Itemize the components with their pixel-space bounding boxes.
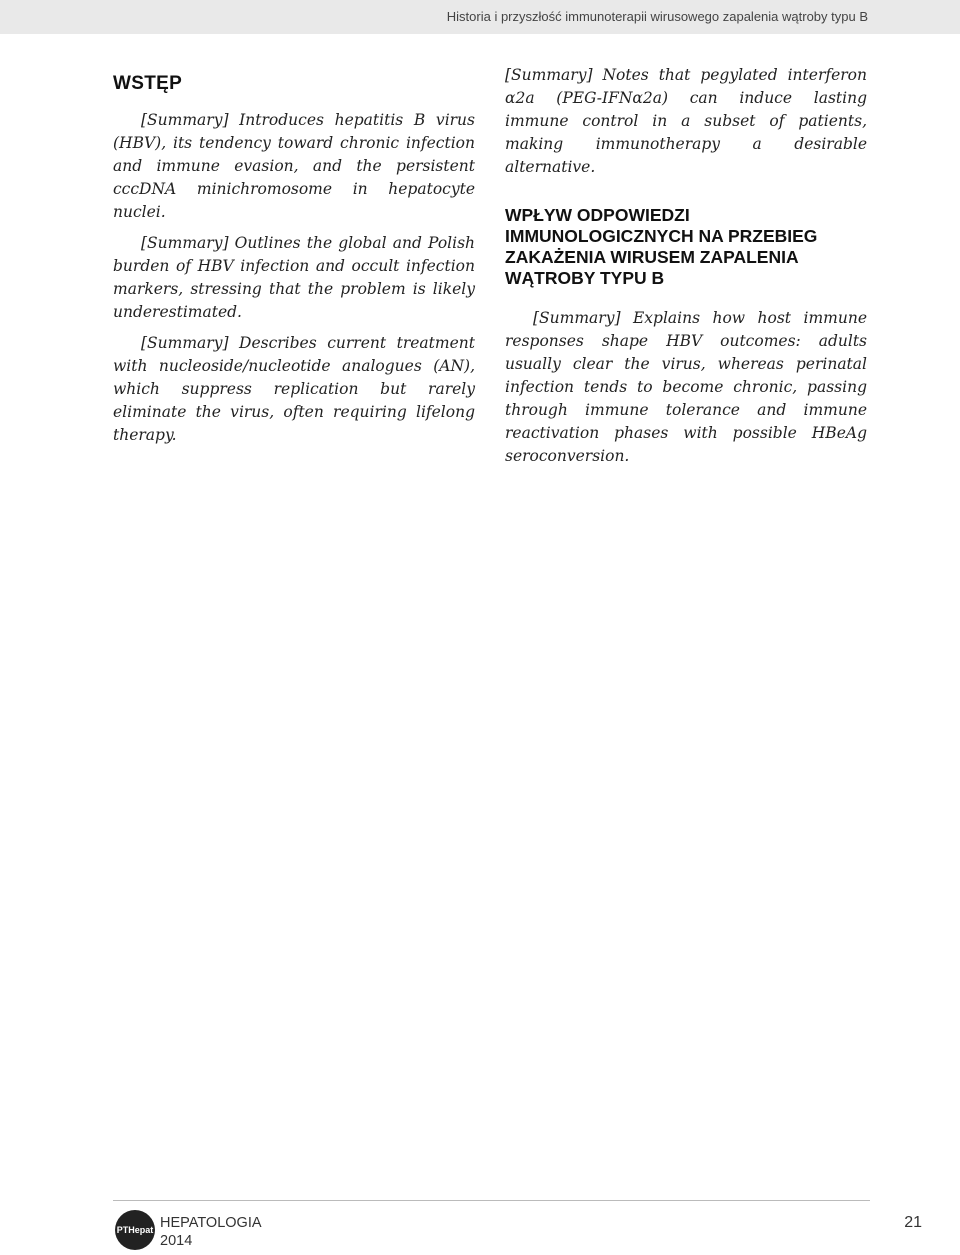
running-header — [0, 0, 960, 34]
body-paragraph: [Summary] Introduces hepatitis B virus (HBV), its tendency toward chronic infection and immune evasion, and the persistent cccDNA minichromosome in hepatocyte nuclei. — [113, 111, 475, 221]
journal-year: 2014 — [160, 1233, 193, 1249]
running-title: Historia i przyszłość immunoterapii wirusowego zapalenia wątroby typu B — [446, 9, 868, 24]
body-paragraph: [Summary] Explains how host immune responses shape HBV outcomes: adults usually clear the virus, whereas perinatal infection tends to become chronic, passing through immune tolerance and immune reactivation phases with possible HBeAg seroconversion. — [505, 309, 867, 465]
body-paragraph: [Summary] Describes current treatment with nucleoside/nucleotide analogues (AN), which suppress replication but rarely eliminate the virus, often requiring lifelong therapy. — [113, 334, 475, 444]
footer-divider — [113, 1200, 870, 1201]
section-heading-immune-response: WPŁYW ODPOWIEDZI IMMUNOLOGICZNYCH NA PRZEBIEG ZAKAŻENIA WIRUSEM ZAPALENIA WĄTROBY TYPU B — [505, 205, 818, 288]
body-paragraph: [Summary] Notes that pegylated interferon α2a (PEG-IFNα2a) can induce lasting immune control in a subset of patients, making immunotherapy a desirable alternative. — [505, 66, 867, 176]
right-column — [505, 64, 867, 476]
logo-text: PTHepat — [116, 1225, 154, 1235]
body-paragraph: [Summary] Outlines the global and Polish burden of HBV infection and occult infection markers, stressing that the problem is likely underestimated. — [113, 234, 475, 321]
left-column — [113, 64, 475, 455]
section-heading-intro: WSTĘP — [113, 73, 183, 94]
society-logo — [115, 1210, 155, 1250]
page-number: 21 — [904, 1214, 922, 1231]
journal-name — [160, 1214, 262, 1250]
journal-title: HEPATOLOGIA — [160, 1215, 262, 1231]
